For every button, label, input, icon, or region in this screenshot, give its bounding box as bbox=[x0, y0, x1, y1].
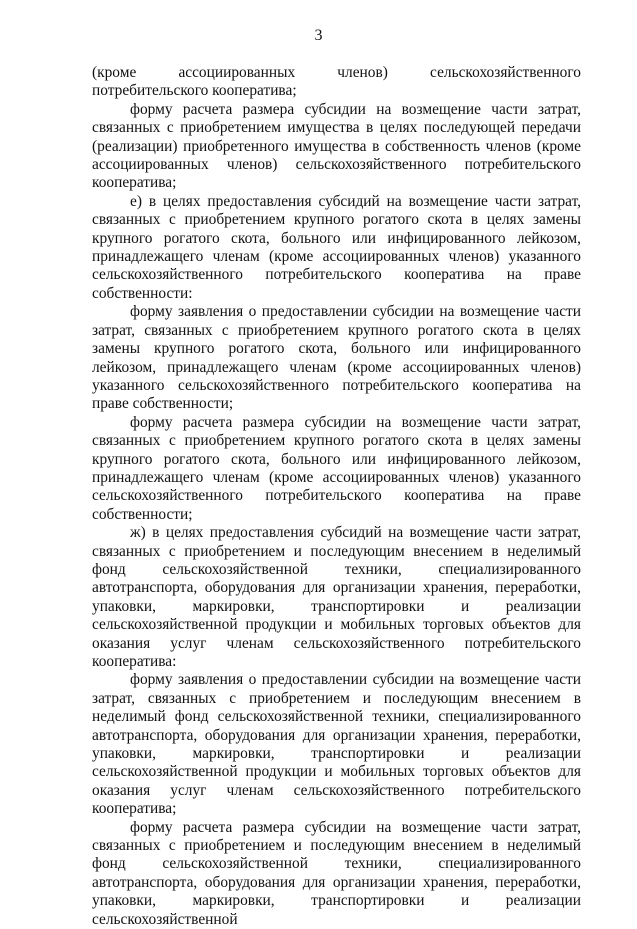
paragraph: форму расчета размера субсидии на возмещение части затрат, связанных с приобретением имущества в целях последующей передачи (реализации) приобретенного имущества в собственность членов (кроме ассоциированных членов) сельскохозяйственного потребительского кооператива; bbox=[92, 100, 581, 192]
paragraph: форму заявления о предоставлении субсидии на возмещение части затрат, связанных с приобретением крупного рогатого скота в целях замены крупного рогатого скота, больного или инфицированного лейкозом, принадлежащего членам (кроме ассоциированных членов) указанного сельскохозяйственного потребительского кооператива на праве собственности; bbox=[92, 303, 581, 413]
paragraph: форму заявления о предоставлении субсидии на возмещение части затрат, связанных с приобретением и последующим внесением в неделимый фонд сельскохозяйственной техники, специализированного автотранспорта, оборудования для организации хранения, переработки, упаковки, маркировки, транспортировки и реализации сельскохозяйственной продукции и мобильных торговых объектов для оказания услуг членам сельскохозяйственного потребительского кооператива; bbox=[92, 671, 581, 818]
paragraph: (кроме ассоциированных членов) сельскохозяйственного потребительского кооператива; bbox=[92, 64, 581, 100]
paragraph: е) в целях предоставления субсидий на возмещение части затрат, связанных с приобретением крупного рогатого скота в целях замены крупного рогатого скота, больного или инфицированного лейкозом, принадлежащего членам (кроме ассоциированных членов) указанного сельскохозяйственного потребительского кооператива на праве собственности: bbox=[92, 192, 581, 302]
paragraph: форму расчета размера субсидии на возмещение части затрат, связанных с приобретением крупного рогатого скота в целях замены крупного рогатого скота, больного или инфицированного лейкозом, принадлежащего членам (кроме ассоциированных членов) указанного сельскохозяйственного потребительского кооператива на праве собственности; bbox=[92, 413, 581, 523]
body-text bbox=[92, 64, 581, 929]
paragraph: форму расчета размера субсидии на возмещение части затрат, связанных с приобретением и последующим внесением в неделимый фонд сельскохозяйственной техники, специализированного автотранспорта, оборудования для организации хранения, переработки, упаковки, маркировки, транспортировки и реализации сельскохозяйственной bbox=[92, 818, 581, 928]
paragraph: ж) в целях предоставления субсидий на возмещение части затрат, связанных с приобретением и последующим внесением в неделимый фонд сельскохозяйственной техники, специализированного автотранспорта, оборудования для организации хранения, переработки, упаковки, маркировки, транспортировки и реализации сельскохозяйственной продукции и мобильных торговых объектов для оказания услуг членам сельскохозяйственного потребительского кооператива: bbox=[92, 524, 581, 670]
page-number: 3 bbox=[314, 27, 323, 44]
